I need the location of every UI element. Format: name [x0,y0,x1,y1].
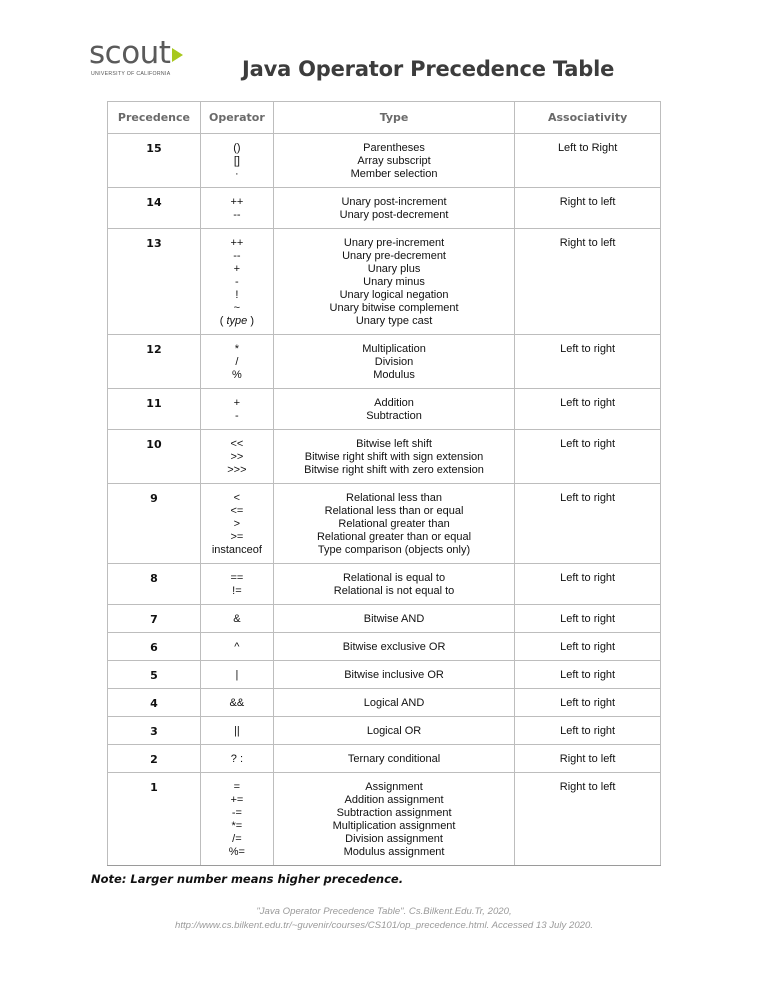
precedence-value: 7 [150,613,158,626]
associativity-value: Left to Right [557,142,618,154]
associativity-cell [515,745,661,773]
operator-type-description: Parentheses [363,142,425,154]
operator-type-description: Division assignment [345,833,443,845]
operator-type-description: Ternary conditional [347,753,441,765]
type-cell [273,773,514,866]
associativity-value: Left to right [560,343,616,355]
operator-cell [200,633,273,661]
operator-type-description: Multiplication [362,343,426,355]
table-row [108,484,661,564]
precedence-value: 5 [150,669,158,682]
precedence-cell [108,745,201,773]
operator-type-description: Bitwise AND [363,613,425,625]
precedence-value: 2 [150,753,158,766]
table-row [108,188,661,229]
precedence-cell [108,773,201,866]
operator-cell [200,430,273,484]
operator-symbol: -= [231,807,242,819]
associativity-cell [515,335,661,389]
precedence-value: 6 [150,641,158,654]
associativity-value: Right to left [559,237,616,249]
precedence-cell [108,717,201,745]
operator-type-description: Bitwise inclusive OR [344,669,444,681]
associativity-value: Left to right [560,725,616,737]
operator-symbol: >>> [227,464,247,476]
operator-symbol: << [230,438,244,450]
operator-symbol: % [232,369,242,381]
operator-type-description: Relational is not equal to [333,585,455,597]
precedence-cell [108,661,201,689]
play-triangle-icon [172,48,183,62]
type-cell [273,605,514,633]
operator-symbol: == [230,572,244,584]
associativity-cell [515,564,661,605]
operator-symbol: >> [230,451,244,463]
operator-type-description: Type comparison (objects only) [317,544,471,556]
associativity-cell [515,430,661,484]
operator-type-description: Addition [374,397,414,409]
operator-cell [200,661,273,689]
operator-type-description: Unary pre-decrement [342,250,446,262]
operator-symbol: += [230,794,244,806]
operator-symbol: || [234,725,240,737]
precedence-cell [108,188,201,229]
operator-type-description: Bitwise right shift with zero extension [304,464,484,476]
operator-type-description: Bitwise left shift [356,438,432,450]
table-row [108,633,661,661]
operator-symbol: + [233,397,241,409]
table-row [108,661,661,689]
precedence-value: 10 [146,438,162,451]
precedence-cell [108,229,201,335]
column-header-associativity: Associativity [515,102,661,134]
logo-wordmark: scout [89,35,171,71]
operator-type-description: Unary plus [367,263,421,275]
operator-type-description: Assignment [365,781,423,793]
operator-type-description: Unary bitwise complement [329,302,459,314]
precedence-value: 1 [150,781,158,794]
operator-type-description: Unary post-decrement [339,209,449,221]
operator-cell [200,389,273,430]
associativity-value: Left to right [560,641,616,653]
type-cell [273,188,514,229]
operator-type-cast: ( type ) [219,315,255,327]
precedence-cell [108,564,201,605]
operator-symbol: ^ [234,641,240,653]
operator-type-description: Unary minus [363,276,425,288]
associativity-value: Left to right [560,492,616,504]
column-header-type: Type [273,102,514,134]
operator-symbol: && [229,697,245,709]
operator-symbol: - [235,410,239,422]
table-row [108,229,661,335]
precedence-note: Note: Larger number means higher precedence. [91,872,404,886]
operator-type-description: Subtraction assignment [336,807,452,819]
operator-type-description: Relational less than or equal [324,505,464,517]
operator-symbol: - [235,276,239,288]
precedence-cell [108,335,201,389]
operator-symbol: = [233,781,241,793]
precedence-cell [108,134,201,188]
associativity-cell [515,689,661,717]
operator-type-description: Bitwise exclusive OR [342,641,446,653]
precedence-value: 3 [150,725,158,738]
type-cell [273,430,514,484]
operator-cell [200,564,273,605]
operator-type-description: Array subscript [357,155,431,167]
operator-symbol: ! [235,289,239,301]
operator-cell [200,745,273,773]
page-title: Java Operator Precedence Table [242,57,615,81]
type-cell [273,389,514,430]
operator-type-description: Modulus [373,369,415,381]
precedence-value: 14 [146,196,162,209]
operator-symbol: ~ [233,302,241,314]
operator-symbol: <= [230,505,244,517]
table-row [108,689,661,717]
citation [0,905,768,933]
column-header-operator: Operator [200,102,273,134]
associativity-cell [515,229,661,335]
operator-type-description: Multiplication assignment [332,820,456,832]
operator-type-description: Addition assignment [344,794,444,806]
logo-subtitle: UNIVERSITY OF CALIFORNIA [91,71,171,77]
associativity-value: Left to right [560,669,616,681]
table-row [108,717,661,745]
table-row [108,564,661,605]
operator-type-description: Relational greater than [338,518,450,530]
table-row [108,335,661,389]
operator-symbol: [] [233,155,240,167]
operator-symbol: + [233,263,241,275]
column-header-precedence: Precedence [108,102,201,134]
precedence-cell [108,389,201,430]
operator-symbol: & [233,613,241,625]
type-cell [273,335,514,389]
table-row [108,430,661,484]
operator-cell [200,335,273,389]
associativity-cell [515,389,661,430]
associativity-cell [515,633,661,661]
associativity-cell [515,661,661,689]
precedence-value: 13 [146,237,162,250]
associativity-value: Left to right [560,572,616,584]
associativity-cell [515,484,661,564]
operator-symbol: -- [233,209,241,221]
type-cell [273,689,514,717]
table-row [108,605,661,633]
operator-symbol: /= [232,833,242,845]
table-row [108,389,661,430]
associativity-cell [515,717,661,745]
operator-cell [200,229,273,335]
operator-symbol: %= [228,846,245,858]
associativity-cell [515,773,661,866]
operator-type-description: Unary logical negation [339,289,449,301]
operator-type-description: Relational is equal to [342,572,446,584]
operator-cell [200,773,273,866]
associativity-value: Left to right [560,438,616,450]
operator-type-description: Unary type cast [355,315,433,327]
associativity-value: Left to right [560,397,616,409]
operator-symbol: *= [231,820,243,832]
precedence-value: 9 [150,492,158,505]
operator-cell [200,484,273,564]
operator-type-description: Relational greater than or equal [316,531,472,543]
type-cell [273,134,514,188]
operator-type-description: Relational less than [346,492,443,504]
precedence-value: 11 [146,397,162,410]
citation-url: http://www.cs.bilkent.edu.tr/~guvenir/courses/CS101/op_precedence.html. Accessed 13 July 2020. [174,920,593,931]
operator-symbol: ++ [230,237,244,249]
operator-symbol: | [235,669,239,681]
operator-type-description: Unary post-increment [341,196,447,208]
associativity-value: Right to left [559,196,616,208]
operator-symbol: instanceof [211,544,262,556]
table-row [108,773,661,866]
precedence-cell [108,633,201,661]
operator-symbol: ? : [230,753,243,765]
operator-cell [200,605,273,633]
precedence-value: 8 [150,572,158,585]
operator-symbol: * [234,343,240,355]
type-cell [273,717,514,745]
table-row [108,745,661,773]
type-cell [273,229,514,335]
operator-type-description: Logical OR [366,725,422,737]
table-header-row [108,102,661,134]
operator-cell [200,717,273,745]
precedence-value: 15 [146,142,162,155]
associativity-cell [515,134,661,188]
operator-symbol: () [233,142,241,154]
type-cell [273,745,514,773]
operator-symbol: · [235,168,239,180]
operator-type-description: Member selection [350,168,438,180]
associativity-value: Right to left [559,781,616,793]
table-row [108,134,661,188]
precedence-cell [108,689,201,717]
type-cell [273,564,514,605]
associativity-cell [515,188,661,229]
associativity-value: Right to left [559,753,616,765]
operator-type-description: Logical AND [363,697,425,709]
operator-symbol: -- [233,250,241,262]
operator-symbol: > [233,518,241,530]
precedence-value: 4 [150,697,158,710]
associativity-value: Left to right [560,697,616,709]
precedence-table [107,101,661,866]
precedence-cell [108,430,201,484]
operator-symbol: / [235,356,239,368]
precedence-cell [108,605,201,633]
operator-symbol: != [232,585,242,597]
operator-type-description: Bitwise right shift with sign extension [304,451,484,463]
associativity-cell [515,605,661,633]
operator-type-description: Modulus assignment [343,846,445,858]
type-cell [273,661,514,689]
type-cell [273,484,514,564]
associativity-value: Left to right [560,613,616,625]
precedence-value: 12 [146,343,162,356]
operator-cell [200,188,273,229]
scout-logo [89,35,189,82]
operator-symbol: < [233,492,241,504]
operator-symbol: ++ [230,196,244,208]
operator-type-description: Unary pre-increment [343,237,445,249]
operator-symbol: >= [230,531,244,543]
type-cell [273,633,514,661]
operator-cell [200,134,273,188]
precedence-cell [108,484,201,564]
operator-cell [200,689,273,717]
operator-type-description: Division [374,356,414,368]
operator-type-description: Subtraction [366,410,422,422]
citation-title: "Java Operator Precedence Table". Cs.Bilkent.Edu.Tr, 2020, [256,906,512,917]
